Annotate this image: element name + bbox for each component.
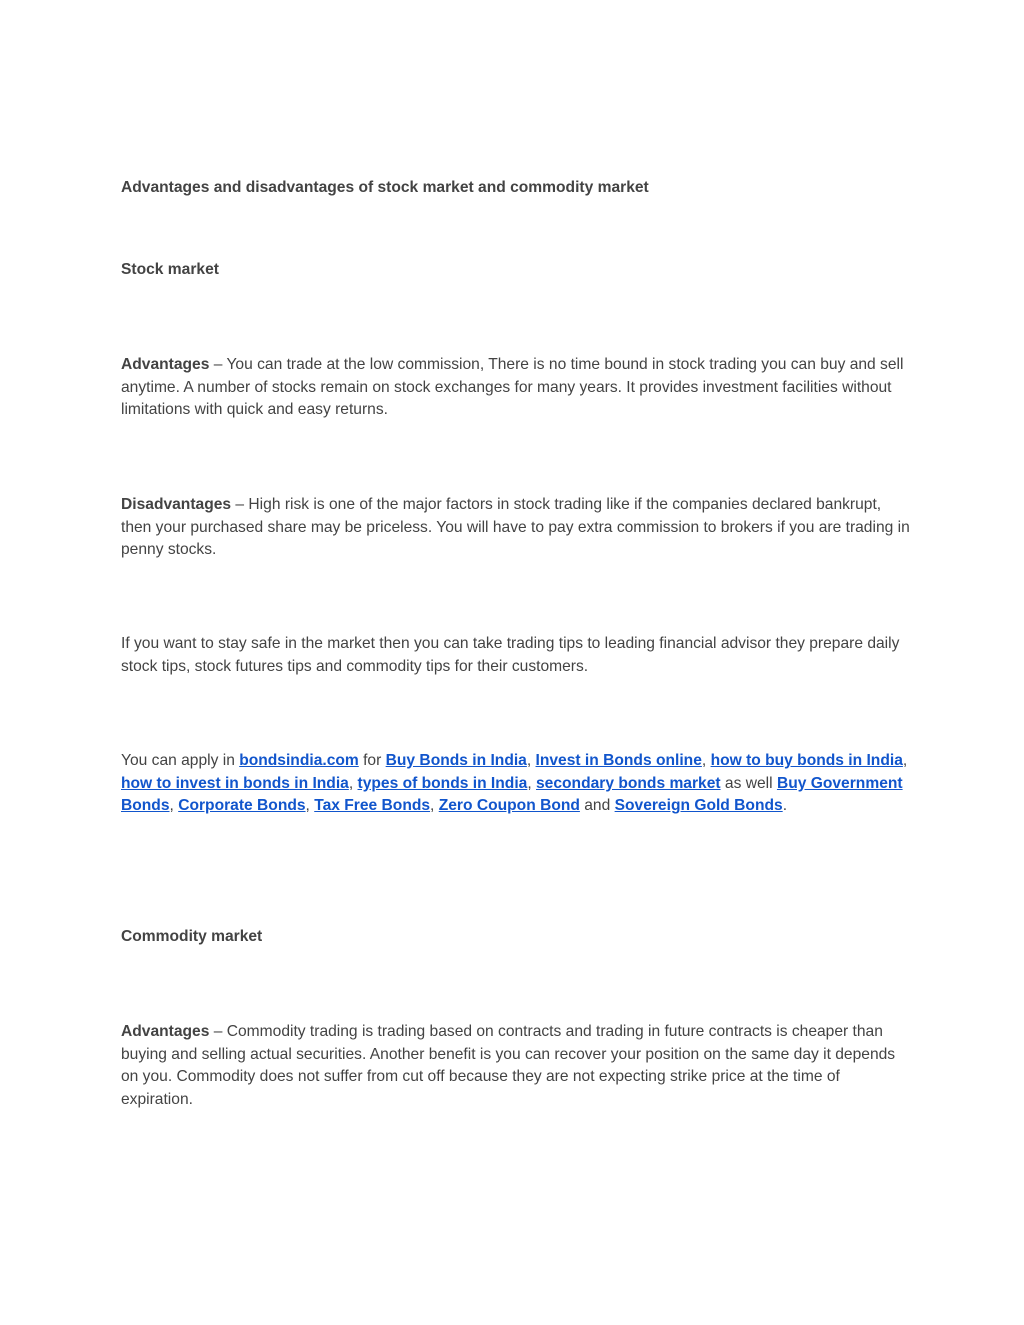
corporate-bonds-link[interactable]: Corporate Bonds xyxy=(178,797,306,815)
for-text: for xyxy=(358,752,386,769)
bondsindia-link[interactable]: bondsindia.com xyxy=(239,752,359,769)
how-to-buy-bonds-link[interactable]: how to buy bonds in India xyxy=(710,752,903,769)
end-period: . xyxy=(782,797,788,815)
separator-comma: , xyxy=(902,752,908,769)
commodity-advantages-text: – Commodity trading is trading based on contracts and trading in future contracts is cheaper than buying and selling actual securities. Another benefit is you can recover your position on the same day it depends on you. Commodity does not suffer from cut off because they are not expecting strike price at the time of expiration. xyxy=(121,1023,896,1109)
separator-comma: , xyxy=(348,774,358,792)
separator-comma: , xyxy=(527,774,536,792)
types-of-bonds-link[interactable]: types of bonds in India xyxy=(357,774,528,792)
separator-comma: , xyxy=(305,797,315,815)
stock-disadvantages-text: – High risk is one of the major factors in stock trading like if the companies declared bankrupt, then your purchased share may be priceless. You will have to pay extra commission to brokers if you are trading in penny stocks. xyxy=(121,496,910,559)
separator-comma: , xyxy=(701,752,711,769)
tax-free-bonds-link[interactable]: Tax Free Bonds xyxy=(314,797,431,815)
invest-in-bonds-online-link[interactable]: Invest in Bonds online xyxy=(535,752,702,769)
as-well-text: as well xyxy=(720,774,777,792)
sovereign-gold-bonds-link[interactable]: Sovereign Gold Bonds xyxy=(614,797,783,815)
commodity-advantages-label: Advantages xyxy=(121,1023,210,1040)
zero-coupon-bond-link[interactable]: Zero Coupon Bond xyxy=(438,797,580,815)
trading-tips-paragraph: If you want to stay safe in the market then you can take trading tips to leading financial advisor they prepare daily stock tips, stock futures tips and commodity tips for their customers. xyxy=(121,635,900,675)
document-title: Advantages and disadvantages of stock market and commodity market xyxy=(121,179,649,196)
stock-advantages-label: Advantages xyxy=(121,356,210,373)
how-to-invest-in-bonds-link[interactable]: how to invest in bonds in India xyxy=(121,774,349,792)
commodity-advantages-paragraph xyxy=(121,1021,911,1112)
stock-disadvantages-label: Disadvantages xyxy=(121,496,232,513)
stock-market-heading: Stock market xyxy=(121,261,219,278)
separator-comma: , xyxy=(169,797,179,815)
separator-comma: , xyxy=(430,797,439,815)
stock-advantages-text: – You can trade at the low commission, There is no time bound in stock trading you can buy and sell anytime. A number of stocks remain on stock exchanges for many years. It provides investment facilities without limitations with quick and easy returns. xyxy=(121,356,904,419)
and-text: and xyxy=(579,797,615,815)
commodity-market-heading: Commodity market xyxy=(121,928,263,945)
secondary-bonds-market-link[interactable]: secondary bonds market xyxy=(536,774,721,792)
stock-advantages-paragraph xyxy=(121,354,911,422)
apply-paragraph xyxy=(121,750,911,818)
buy-bonds-in-india-link[interactable]: Buy Bonds in India xyxy=(385,752,527,769)
apply-intro-text: You can apply in xyxy=(121,752,240,769)
separator-comma: , xyxy=(526,752,536,769)
stock-disadvantages-paragraph xyxy=(121,494,911,562)
buy-government-bonds-link[interactable]: Buy Government Bonds xyxy=(121,774,903,815)
